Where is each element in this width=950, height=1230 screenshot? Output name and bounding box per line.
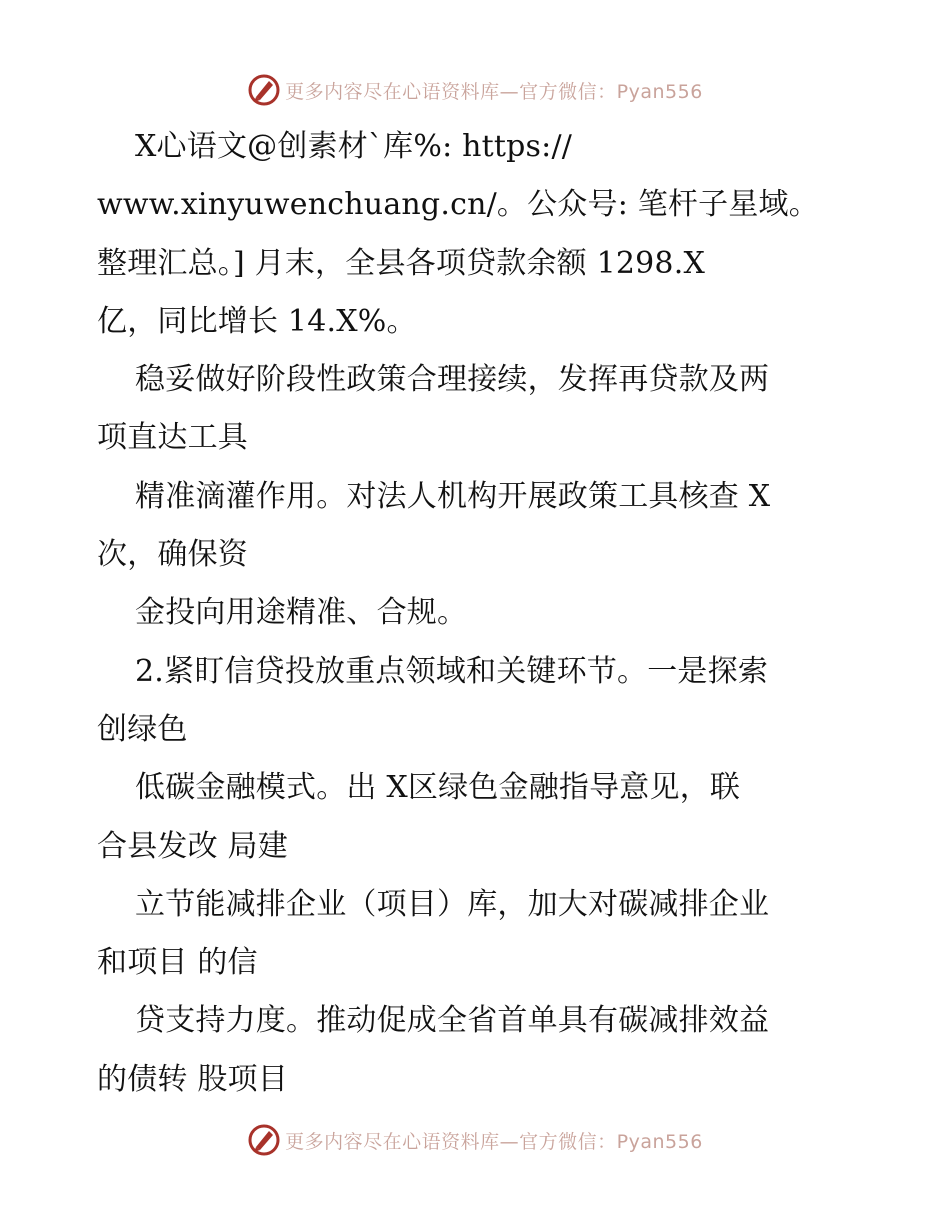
header-banner-text: 更多内容尽在心语资料库—官方微信：Pyan556 bbox=[285, 80, 703, 103]
text-line: 项直达工具 bbox=[97, 420, 248, 456]
pen-logo-icon bbox=[247, 73, 281, 107]
text-line: 次，确保资 bbox=[97, 537, 248, 573]
text-line: 低碳金融模式。出 X区绿色金融指导意见，联 bbox=[135, 770, 741, 806]
text-line: 精准滴灌作用。对法人机构开展政策工具核查 X bbox=[135, 478, 771, 514]
text-line: 亿，同比增长 14.X%。 bbox=[97, 303, 417, 339]
header-banner bbox=[0, 70, 950, 110]
text-line: 的债转 股项目 bbox=[97, 1061, 288, 1097]
text-line: 贷支持力度。推动促成全省首单具有碳减排效益 bbox=[135, 1003, 770, 1039]
document-body bbox=[97, 118, 857, 1109]
text-line: www.xinyuwenchuang.cn/。公众号: 笔杆子星域。 bbox=[97, 187, 819, 223]
text-line: 2.紧盯信贷投放重点领域和关键环节。一是探索 bbox=[135, 653, 769, 689]
text-line: 立节能减排企业（项目）库，加大对碳减排企业 bbox=[135, 886, 770, 922]
text-line: 合县发改 局建 bbox=[97, 828, 288, 864]
text-line: 创绿色 bbox=[97, 711, 188, 747]
footer-banner bbox=[0, 1120, 950, 1160]
pen-logo-icon bbox=[247, 1123, 281, 1157]
text-line: 整理汇总。] 月末，全县各项贷款余额 1298.X bbox=[97, 245, 706, 281]
footer-banner-text: 更多内容尽在心语资料库—官方微信：Pyan556 bbox=[285, 1130, 703, 1153]
text-line: 金投向用途精准、合规。 bbox=[135, 595, 468, 631]
text-line: X心语文@创素材`库%: https:// bbox=[135, 129, 573, 164]
text-line: 稳妥做好阶段性政策合理接续，发挥再贷款及两 bbox=[135, 362, 770, 398]
text-line: 和项目 的信 bbox=[97, 945, 258, 981]
